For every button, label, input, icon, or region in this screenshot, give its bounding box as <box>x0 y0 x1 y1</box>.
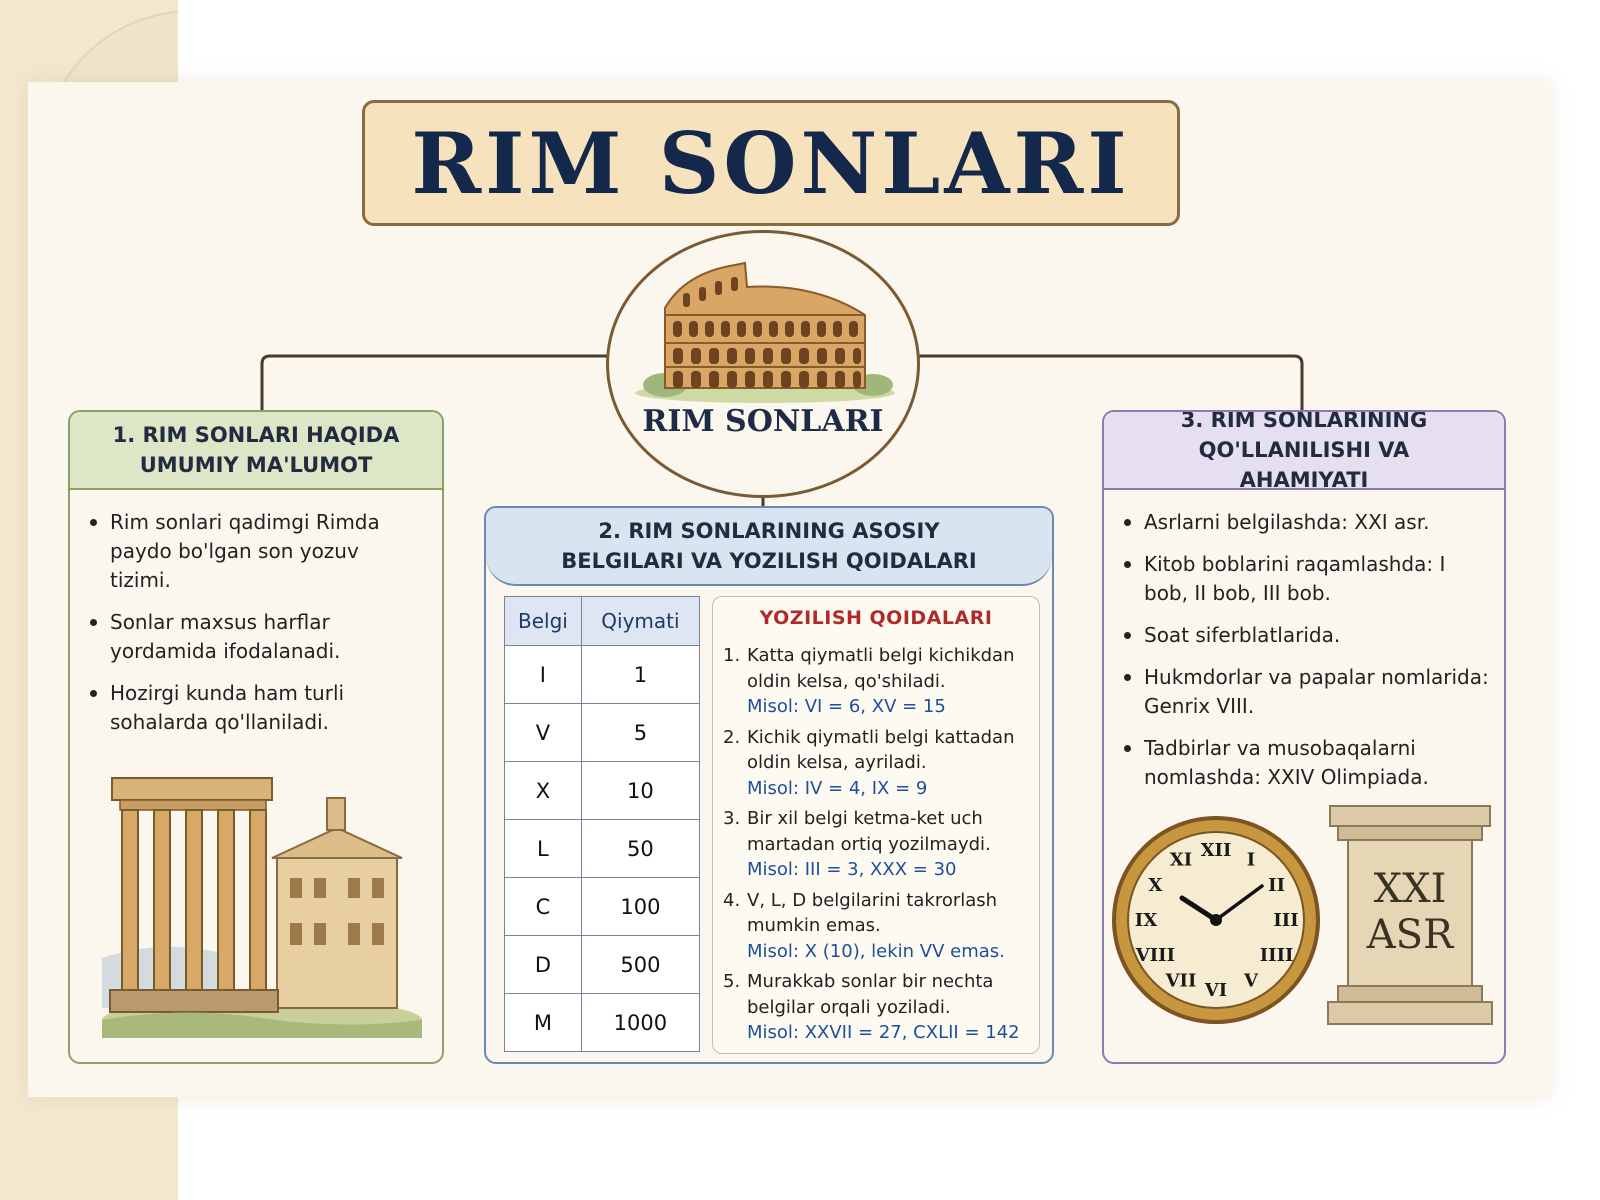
rule-item <box>723 969 1033 1046</box>
rule-item <box>723 643 1033 720</box>
list-item: Soat siferblatlarida. <box>1122 621 1492 650</box>
rule-number: 4. <box>723 889 741 911</box>
rule-text: V, L, D belgilarini takrorlash mumkin emas. <box>747 889 998 936</box>
table-row <box>505 762 700 820</box>
table-cell: C <box>505 878 582 936</box>
panel-1-heading <box>70 412 442 490</box>
rule-number: 2. <box>723 726 741 748</box>
panel-1-heading-text: 1. RIM SONLARI HAQIDA UMUMIY MA'LUMOT <box>112 423 400 477</box>
table-cell: 50 <box>581 820 699 878</box>
table-cell: 1000 <box>581 994 699 1052</box>
clock-numeral: V <box>1244 970 1258 992</box>
rules-title: YOZILISH QOIDALARI <box>759 607 993 629</box>
table-cell: 1 <box>581 646 699 704</box>
clock-numeral: IX <box>1134 910 1158 931</box>
clock-numeral: II <box>1268 875 1286 896</box>
table-cell: 100 <box>581 878 699 936</box>
table-header-row <box>505 597 700 646</box>
table-row <box>505 820 700 878</box>
rule-number: 3. <box>723 808 741 829</box>
list-item: Rim sonlari qadimgi Rimda paydo bo'lgan son yozuv tizimi. <box>88 508 418 595</box>
panel-2-heading <box>486 508 1052 586</box>
clock-numeral: III <box>1273 910 1299 931</box>
table-header-cell: Belgi <box>505 597 582 646</box>
list-item: Asrlarni belgilashda: XXI asr. <box>1122 508 1492 537</box>
table-cell: I <box>505 646 582 704</box>
rule-item <box>723 806 1033 883</box>
list-item: Hukmdorlar va papalar nomlarida: Genrix VIII. <box>1122 663 1492 721</box>
rule-example: Misol: X (10), lekin VV emas. <box>747 940 1005 962</box>
table-row <box>505 704 700 762</box>
table-row <box>505 994 700 1052</box>
table-cell: D <box>505 936 582 994</box>
table-cell: V <box>505 704 582 762</box>
panel-general-info <box>68 410 444 1064</box>
clock-numeral: I <box>1246 849 1256 871</box>
table-cell: 10 <box>581 762 699 820</box>
table-cell: L <box>505 820 582 878</box>
rule-number: 5. <box>723 971 741 992</box>
rule-item <box>723 725 1033 802</box>
rule-example: Misol: VI = 6, XV = 15 <box>747 696 946 717</box>
panel-3-heading <box>1104 412 1504 490</box>
center-circle <box>606 230 920 498</box>
table-row <box>505 646 700 704</box>
list-item: Sonlar maxsus harflar yordamida ifodalanadi. <box>88 608 418 666</box>
rule-text: Katta qiymatli belgi kichikdan oldin kelsa, qo'shiladi. <box>747 645 1015 692</box>
clock-numeral: IIII <box>1259 945 1294 966</box>
panel-usage <box>1102 410 1506 1064</box>
clock-numeral: XII <box>1200 840 1232 861</box>
pedestal-line: XXI <box>1373 866 1447 912</box>
rule-example: Misol: XXVII = 27, CXLII = 142 <box>747 1022 1020 1043</box>
rule-item <box>723 888 1033 965</box>
panel-3-bullets <box>1122 508 1492 805</box>
panel-3-heading-text: 3. RIM SONLARINING QO'LLANILISHI VA AHAMIYATI <box>1180 410 1428 492</box>
table-cell: X <box>505 762 582 820</box>
ruins-icon <box>102 758 422 1038</box>
list-item: Tadbirlar va musobaqalarni nomlashda: XXIV Olimpiada. <box>1122 734 1492 792</box>
rule-number: 1. <box>723 645 741 666</box>
clock-icon <box>1110 814 1322 1026</box>
rules-list <box>723 643 1033 1051</box>
page-title: RIM SONLARI <box>411 113 1131 213</box>
symbol-table <box>504 596 700 1052</box>
clock-numeral: X <box>1148 875 1163 896</box>
rule-text: Bir xil belgi ketma-ket uch martadan ortiq yozilmaydi. <box>747 808 991 855</box>
table-header-cell: Qiymati <box>581 597 699 646</box>
rule-example: Misol: IV = 4, IX = 9 <box>747 777 928 799</box>
clock-numeral: VII <box>1165 970 1197 992</box>
clock-numeral: XI <box>1169 849 1193 871</box>
panel-2-heading-text: 2. RIM SONLARINING ASOSIY BELGILARI VA YOZILISH QOIDALARI <box>561 519 977 573</box>
rules-box <box>712 596 1040 1054</box>
clock-numeral: VIII <box>1135 945 1176 966</box>
title-banner <box>362 100 1180 226</box>
table-cell: M <box>505 994 582 1052</box>
pedestal-line: ASR <box>1366 912 1454 958</box>
rule-text: Kichik qiymatli belgi kattadan oldin kelsa, ayriladi. <box>747 726 1015 773</box>
list-item: Hozirgi kunda ham turli sohalarda qo'llaniladi. <box>88 679 418 737</box>
center-label <box>609 405 917 439</box>
table-row <box>505 878 700 936</box>
pedestal-icon <box>1326 804 1494 1026</box>
center-label-text: RIM SONLARI <box>642 404 884 439</box>
rule-example: Misol: III = 3, XXX = 30 <box>747 859 957 880</box>
table-row <box>505 936 700 994</box>
table-cell: 500 <box>581 936 699 994</box>
panel-symbols-rules <box>484 506 1054 1064</box>
rule-text: Murakkab sonlar bir nechta belgilar orqali yoziladi. <box>747 971 994 1018</box>
panel-1-bullets <box>88 508 418 750</box>
clock-numeral: VI <box>1204 980 1228 1001</box>
colosseum-icon <box>625 253 905 403</box>
list-item: Kitob boblarini raqamlashda: I bob, II bob, III bob. <box>1122 550 1492 608</box>
table-cell: 5 <box>581 704 699 762</box>
